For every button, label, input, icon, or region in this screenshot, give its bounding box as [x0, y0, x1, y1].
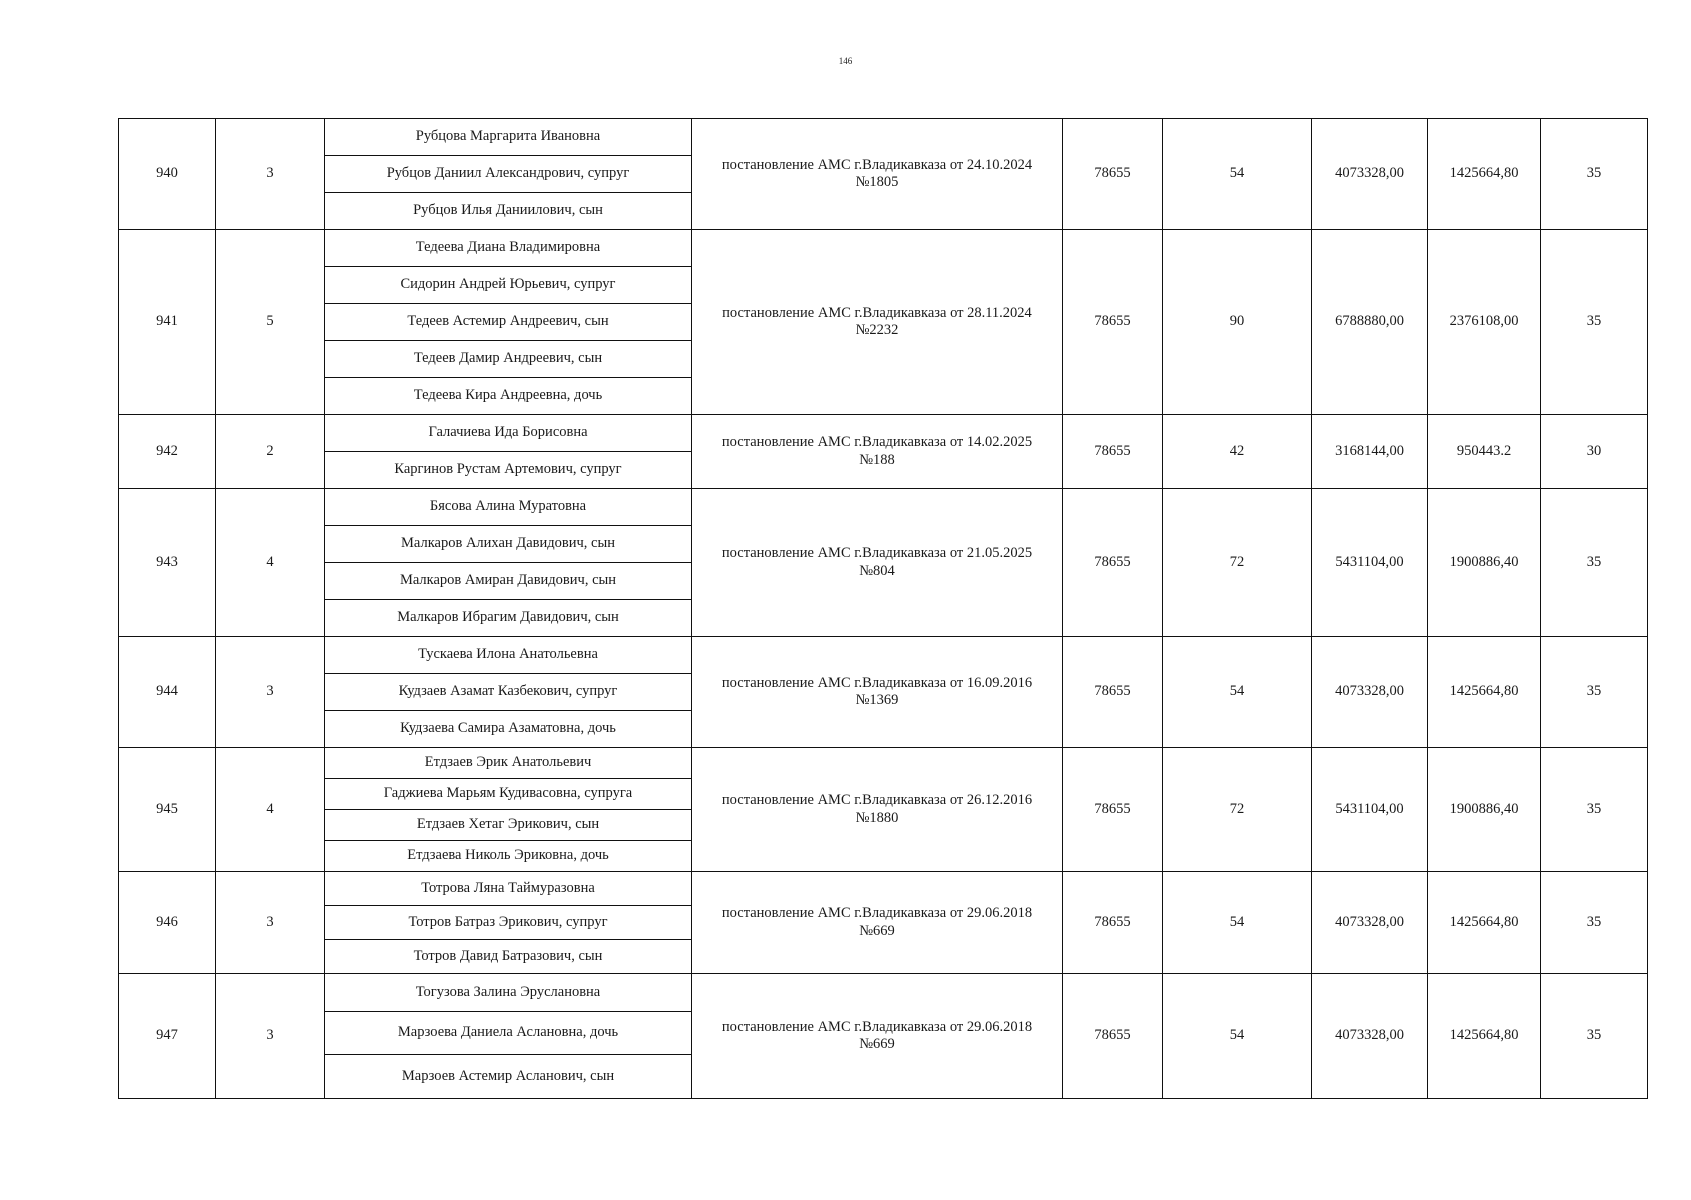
resolution-text: постановление АМС г.Владикавказа от 29.06.2018 [721, 905, 1033, 922]
family-member-name: Рубцова Маргарита Ивановна [325, 119, 692, 156]
family-member-name: Каргинов Рустам Артемович, супруг [325, 452, 692, 489]
resolution-document [692, 637, 1063, 748]
resolution-text: постановление АМС г.Владикавказа от 14.02.2025 [721, 434, 1033, 451]
housing-cost: 5431104,00 [1312, 748, 1428, 872]
family-member-name: Етдзаева Николь Эриковна, дочь [325, 841, 692, 872]
area-norm: 54 [1163, 872, 1312, 974]
family-member-name: Гаджиева Марьям Кудивасовна, супруга [325, 779, 692, 810]
payment-percent: 35 [1541, 974, 1648, 1099]
resolution-text: постановление АМС г.Владикавказа от 29.06.2018 [721, 1018, 1033, 1035]
area-norm: 90 [1163, 230, 1312, 415]
price-norm: 78655 [1063, 415, 1163, 489]
housing-cost: 4073328,00 [1312, 974, 1428, 1099]
social-payment: 1425664,80 [1428, 119, 1541, 230]
price-norm: 78655 [1063, 872, 1163, 974]
table-row [119, 119, 1648, 156]
social-payment: 1425664,80 [1428, 974, 1541, 1099]
resolution-number: №669 [859, 922, 895, 939]
housing-cost: 6788880,00 [1312, 230, 1428, 415]
table-row [119, 748, 1648, 779]
resolution-document [692, 489, 1063, 637]
area-norm: 54 [1163, 637, 1312, 748]
social-payment: 2376108,00 [1428, 230, 1541, 415]
housing-cost: 5431104,00 [1312, 489, 1428, 637]
family-member-name: Тедеева Кира Андреевна, дочь [325, 378, 692, 415]
family-member-name: Тускаева Илона Анатольевна [325, 637, 692, 674]
record-number: 946 [119, 872, 216, 974]
table-row [119, 230, 1648, 267]
family-members-count: 3 [216, 637, 325, 748]
resolution-document [692, 748, 1063, 872]
housing-cost: 4073328,00 [1312, 872, 1428, 974]
resolution-number: №2232 [855, 322, 899, 338]
family-members-count: 3 [216, 872, 325, 974]
social-payment: 1900886,40 [1428, 748, 1541, 872]
payment-percent: 35 [1541, 872, 1648, 974]
social-payment: 950443.2 [1428, 415, 1541, 489]
family-members-count: 3 [216, 974, 325, 1099]
payment-percent: 35 [1541, 637, 1648, 748]
payment-percent: 35 [1541, 119, 1648, 230]
family-members-count: 4 [216, 489, 325, 637]
family-member-name: Тедеева Диана Владимировна [325, 230, 692, 267]
housing-cost: 4073328,00 [1312, 119, 1428, 230]
resolution-number: №1880 [855, 809, 899, 826]
resolution-text: постановление АМС г.Владикавказа от 16.09.2016 [721, 674, 1033, 691]
area-norm: 54 [1163, 974, 1312, 1099]
family-member-name: Малкаров Алихан Давидович, сын [325, 526, 692, 563]
resolution-number: №1369 [855, 692, 899, 708]
family-member-name: Тогузова Залина Эруслановна [325, 974, 692, 1012]
area-norm: 72 [1163, 489, 1312, 637]
resolution-number: №188 [859, 451, 895, 468]
payment-percent: 30 [1541, 415, 1648, 489]
area-norm: 54 [1163, 119, 1312, 230]
family-member-name: Тотров Давид Батразович, сын [325, 940, 692, 974]
family-member-name: Тотров Батраз Эрикович, супруг [325, 906, 692, 940]
family-member-name: Етдзаев Эрик Анатольевич [325, 748, 692, 779]
price-norm: 78655 [1063, 748, 1163, 872]
record-number: 942 [119, 415, 216, 489]
family-member-name: Рубцов Даниил Александрович, супруг [325, 156, 692, 193]
family-member-name: Марзоев Астемир Асланович, сын [325, 1055, 692, 1099]
family-member-name: Рубцов Илья Даниилович, сын [325, 193, 692, 230]
resolution-text: постановление АМС г.Владикавказа от 21.05.2025 [721, 545, 1033, 562]
table-row [119, 974, 1648, 1012]
record-number: 940 [119, 119, 216, 230]
family-member-name: Галачиева Ида Борисовна [325, 415, 692, 452]
table-row [119, 489, 1648, 526]
resolution-number: №804 [859, 562, 895, 579]
table-row [119, 415, 1648, 452]
page-number: 146 [838, 56, 853, 66]
resolution-number: №669 [859, 1036, 895, 1052]
resolution-number: №1805 [855, 174, 899, 190]
resolution-text: постановление АМС г.Владикавказа от 26.12.2016 [721, 792, 1033, 809]
family-member-name: Марзоева Даниела Аслановна, дочь [325, 1012, 692, 1055]
family-member-name: Бясова Алина Муратовна [325, 489, 692, 526]
resolution-text: постановление АМС г.Владикавказа от 24.10.2024 [721, 156, 1033, 173]
family-members-count: 5 [216, 230, 325, 415]
resolution-document [692, 230, 1063, 415]
record-number: 945 [119, 748, 216, 872]
family-members-count: 2 [216, 415, 325, 489]
price-norm: 78655 [1063, 489, 1163, 637]
resolution-document [692, 974, 1063, 1099]
family-member-name: Тедеев Дамир Андреевич, сын [325, 341, 692, 378]
family-member-name: Кудзаева Самира Азаматовна, дочь [325, 711, 692, 748]
payment-percent: 35 [1541, 748, 1648, 872]
family-members-count: 4 [216, 748, 325, 872]
price-norm: 78655 [1063, 974, 1163, 1099]
family-member-name: Сидорин Андрей Юрьевич, супруг [325, 267, 692, 304]
record-number: 944 [119, 637, 216, 748]
price-norm: 78655 [1063, 637, 1163, 748]
record-number: 947 [119, 974, 216, 1099]
payment-percent: 35 [1541, 489, 1648, 637]
family-member-name: Тедеев Астемир Андреевич, сын [325, 304, 692, 341]
housing-cost: 4073328,00 [1312, 637, 1428, 748]
family-members-count: 3 [216, 119, 325, 230]
record-number: 941 [119, 230, 216, 415]
family-member-name: Малкаров Амиран Давидович, сын [325, 563, 692, 600]
registry-table [118, 118, 1648, 1099]
price-norm: 78655 [1063, 119, 1163, 230]
resolution-document [692, 872, 1063, 974]
family-member-name: Тотрова Ляна Таймуразовна [325, 872, 692, 906]
price-norm: 78655 [1063, 230, 1163, 415]
table-row [119, 637, 1648, 674]
housing-cost: 3168144,00 [1312, 415, 1428, 489]
social-payment: 1900886,40 [1428, 489, 1541, 637]
table-row [119, 872, 1648, 906]
family-member-name: Кудзаев Азамат Казбекович, супруг [325, 674, 692, 711]
record-number: 943 [119, 489, 216, 637]
family-member-name: Малкаров Ибрагим Давидович, сын [325, 600, 692, 637]
social-payment: 1425664,80 [1428, 872, 1541, 974]
area-norm: 42 [1163, 415, 1312, 489]
area-norm: 72 [1163, 748, 1312, 872]
payment-percent: 35 [1541, 230, 1648, 415]
resolution-text: постановление АМС г.Владикавказа от 28.11.2024 [722, 304, 1032, 321]
registry-table-body [119, 119, 1648, 1099]
social-payment: 1425664,80 [1428, 637, 1541, 748]
resolution-document [692, 119, 1063, 230]
resolution-document [692, 415, 1063, 489]
family-member-name: Етдзаев Хетаг Эрикович, сын [325, 810, 692, 841]
